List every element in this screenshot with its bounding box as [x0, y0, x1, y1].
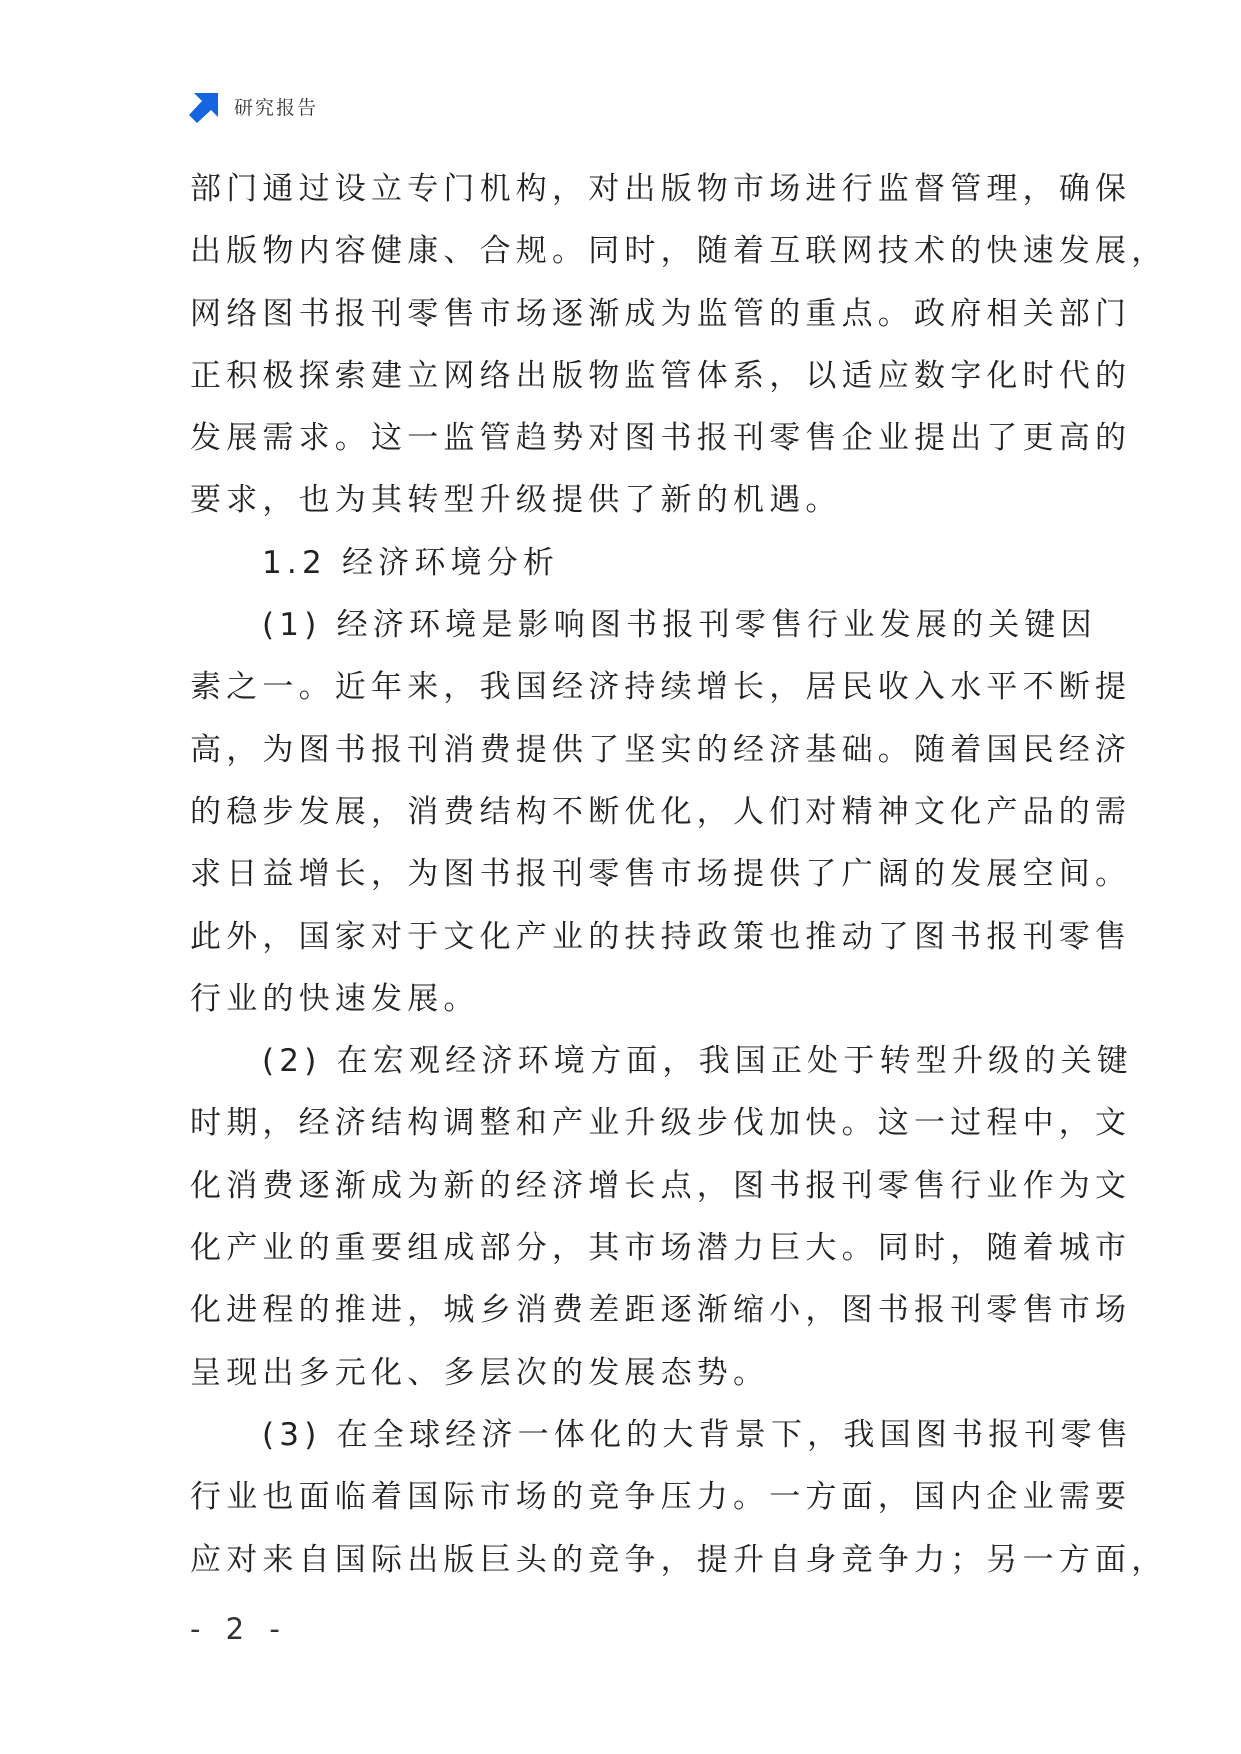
text-line: 高，为图书报刊消费提供了坚实的经济基础。随着国民经济 — [190, 731, 1132, 768]
text-line: 部门通过设立专门机构，对出版物市场进行监督管理，确保 — [190, 171, 1132, 207]
text-line: 求日益增长，为图书报刊零售市场提供了广阔的发展空间。 — [190, 856, 1132, 893]
text-line: (3) 在全球经济一体化的大背景下，我国图书报刊零售 — [262, 1416, 1133, 1453]
header-title: 研究报告 — [234, 96, 319, 119]
text-line: 时期，经济结构调整和产业升级步伐加快。这一过程中，文 — [190, 1105, 1132, 1142]
page-number: - 2 - — [190, 1612, 288, 1646]
text-line: 行业的快速发展。 — [190, 980, 480, 1017]
document-body — [190, 158, 1168, 1591]
text-line: 化进程的推进，城乡消费差距逐渐缩小，图书报刊零售市场 — [190, 1292, 1132, 1329]
text-line: 出版物内容健康、合规。同时，随着互联网技术的快速发展， — [190, 233, 1168, 270]
text-line: (2) 在宏观经济环境方面，我国正处于转型升级的关键 — [262, 1043, 1133, 1080]
text-line: 素之一。近年来，我国经济持续增长，居民收入水平不断提 — [190, 669, 1132, 706]
arrow-logo-icon — [188, 89, 222, 123]
text-line: (1) 经济环境是影响图书报刊零售行业发展的关键因 — [262, 607, 1097, 644]
text-line: 网络图书报刊零售市场逐渐成为监管的重点。政府相关部门 — [190, 295, 1132, 332]
text-line: 此外，国家对于文化产业的扶持政策也推动了图书报刊零售 — [190, 918, 1132, 955]
report-header — [188, 88, 318, 124]
text-line: 正积极探索建立网络出版物监管体系，以适应数字化时代的 — [190, 357, 1132, 394]
text-line: 化产业的重要组成部分，其市场潜力巨大。同时，随着城市 — [190, 1230, 1132, 1267]
text-line: 的稳步发展，消费结构不断优化，人们对精神文化产品的需 — [190, 793, 1132, 830]
text-line: 应对来自国际出版巨头的竞争，提升自身竞争力；另一方面， — [190, 1541, 1168, 1578]
text-line: 行业也面临着国际市场的竞争压力。一方面，国内企业需要 — [190, 1479, 1132, 1516]
text-line: 发展需求。这一监管趋势对图书报刊零售企业提出了更高的 — [190, 420, 1132, 457]
text-line: 要求，也为其转型升级提供了新的机遇。 — [190, 482, 842, 519]
section-heading: 1.2 经济环境分析 — [262, 544, 560, 581]
text-line: 呈现出多元化、多层次的发展态势。 — [190, 1354, 770, 1391]
text-line: 化消费逐渐成为新的经济增长点，图书报刊零售行业作为文 — [190, 1167, 1132, 1204]
